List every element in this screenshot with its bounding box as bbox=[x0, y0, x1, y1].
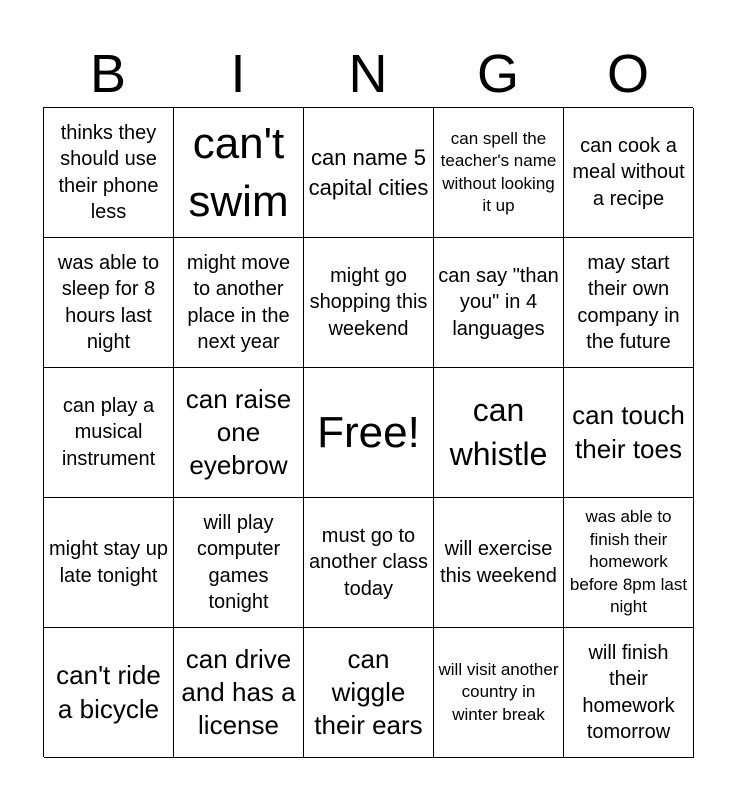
bingo-cell[interactable] bbox=[44, 368, 174, 498]
cell-text: can't swim bbox=[188, 119, 289, 226]
cell-text: can't ride a bicycle bbox=[56, 660, 161, 724]
bingo-cell[interactable] bbox=[564, 628, 694, 758]
bingo-cell[interactable] bbox=[174, 628, 304, 758]
free-space-text: Free! bbox=[317, 407, 420, 457]
bingo-header bbox=[43, 40, 693, 108]
bingo-cell[interactable] bbox=[44, 628, 174, 758]
header-letter-g: G bbox=[476, 44, 519, 104]
cell-text: might go shopping this weekend bbox=[309, 264, 428, 340]
cell-text: might stay up late tonight bbox=[49, 538, 168, 587]
header-letter-n: N bbox=[348, 44, 388, 104]
bingo-cell[interactable] bbox=[434, 108, 564, 238]
cell-text: will play computer games tonight bbox=[196, 511, 281, 613]
cell-text: will finish their homework tomorrow bbox=[582, 641, 675, 743]
bingo-cell[interactable] bbox=[564, 498, 694, 628]
header-letter-o: O bbox=[606, 44, 649, 104]
cell-text: can spell the teacher's name without looking it up bbox=[440, 128, 557, 215]
cell-text: must go to another class today bbox=[309, 524, 428, 600]
bingo-cell[interactable] bbox=[44, 498, 174, 628]
bingo-cell[interactable] bbox=[304, 108, 434, 238]
header-letter-i: I bbox=[230, 44, 246, 104]
bingo-cell[interactable] bbox=[44, 238, 174, 368]
cell-text: can name 5 capital cities bbox=[308, 145, 429, 200]
bingo-cell[interactable] bbox=[174, 108, 304, 238]
bingo-cell[interactable] bbox=[304, 628, 434, 758]
cell-text: thinks they should use their phone less bbox=[58, 121, 159, 223]
cell-text: was able to finish their homework before 8pm last night bbox=[569, 507, 688, 617]
bingo-cell[interactable] bbox=[44, 108, 174, 238]
bingo-cell[interactable] bbox=[564, 368, 694, 498]
free-space-cell[interactable] bbox=[304, 368, 434, 498]
cell-text: will visit another country in winter break bbox=[438, 659, 559, 724]
cell-text: can say "than you" in 4 languages bbox=[438, 264, 559, 340]
cell-text: can whistle bbox=[449, 392, 548, 472]
bingo-cell[interactable] bbox=[174, 238, 304, 368]
cell-text: can drive and has a license bbox=[181, 643, 296, 741]
cell-text: can raise one eyebrow bbox=[185, 383, 292, 481]
cell-text: can cook a meal without a recipe bbox=[572, 134, 685, 210]
bingo-cell[interactable] bbox=[564, 238, 694, 368]
bingo-cell[interactable] bbox=[304, 238, 434, 368]
header-letter-b: B bbox=[89, 44, 127, 104]
bingo-cell[interactable] bbox=[434, 498, 564, 628]
bingo-cell[interactable] bbox=[434, 628, 564, 758]
bingo-cell[interactable] bbox=[174, 498, 304, 628]
cell-text: can touch their toes bbox=[572, 400, 685, 464]
cell-text: can wiggle their ears bbox=[314, 643, 423, 741]
cell-text: can play a musical instrument bbox=[61, 394, 156, 470]
bingo-cell[interactable] bbox=[304, 498, 434, 628]
cell-text: may start their own company in the future bbox=[577, 251, 680, 353]
bingo-card bbox=[43, 107, 693, 757]
cell-text: was able to sleep for 8 hours last night bbox=[57, 251, 160, 353]
cell-text: might move to another place in the next year bbox=[186, 251, 291, 353]
bingo-cell[interactable] bbox=[434, 238, 564, 368]
bingo-cell[interactable] bbox=[564, 108, 694, 238]
bingo-cell[interactable] bbox=[434, 368, 564, 498]
bingo-cell[interactable] bbox=[174, 368, 304, 498]
cell-text: will exercise this weekend bbox=[440, 538, 557, 587]
